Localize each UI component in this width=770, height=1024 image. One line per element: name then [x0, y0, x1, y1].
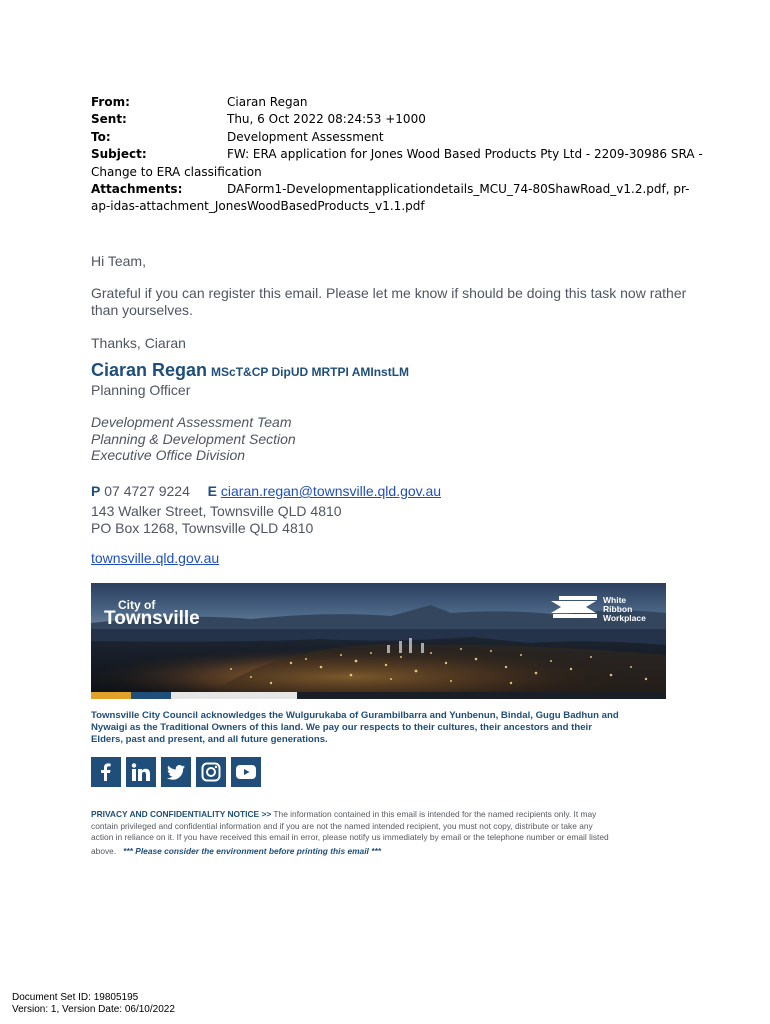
subject-row	[91, 146, 703, 163]
signature-role: Planning Officer	[91, 382, 191, 398]
from-label: From:	[91, 95, 130, 109]
email-header	[91, 94, 703, 216]
ack-line-1: Townsville City Council acknowledges the Wulgurukaba of Gurambilbarra and Yunbenun, Bindal, Gugu Badhun and	[91, 710, 619, 721]
closing: Thanks, Ciaran	[91, 335, 186, 351]
colour-strip	[91, 692, 666, 699]
logo-city-of: City of	[118, 598, 156, 612]
svg-text:White: White	[603, 595, 627, 605]
to-value: Development Assessment	[227, 129, 384, 144]
attachments-value-cont[interactable]: ap-idas-attachment_JonesWoodBasedProducts_v1.1.pdf	[91, 199, 425, 214]
phone-label: P	[91, 483, 101, 499]
signature-qualifications: MScT&CP DipUD MRTPI AMInstLM	[211, 365, 410, 379]
ack-line-3: Elders, past and present, and all future generations.	[91, 734, 328, 745]
notice-line-2: contain privileged and confidential information and if you are not the named intended recipient, you must not copy, distribute or take any	[91, 820, 593, 831]
subject-label: Subject:	[91, 147, 147, 162]
signature-division: Executive Office Division	[91, 447, 246, 463]
attachments-label: Attachments:	[91, 181, 183, 196]
logo-townsville: Townsville	[104, 608, 200, 629]
phone-number[interactable]: 07 4727 9224	[104, 483, 190, 499]
linkedin-icon[interactable]	[126, 757, 156, 787]
email-label: E	[207, 483, 217, 499]
townsville-banner[interactable]	[91, 583, 666, 693]
youtube-icon[interactable]	[231, 757, 261, 787]
acknowledgement-of-country	[91, 710, 671, 746]
document-set-id: Document Set ID: 19805195	[12, 992, 139, 1003]
sent-value: Thu, 6 Oct 2022 08:24:53 +1000	[227, 112, 426, 127]
facebook-icon[interactable]	[91, 757, 121, 787]
signature-section: Planning & Development Section	[91, 430, 296, 447]
document-footer	[12, 992, 175, 1017]
notice-text-1: The information contained in this email is intended for the named recipients only. It may	[271, 809, 597, 819]
sent-row	[91, 111, 691, 128]
social-links	[91, 757, 261, 787]
to-label: To:	[91, 129, 111, 144]
from-value: Ciaran Regan	[227, 95, 308, 109]
attachments-value[interactable]: DAForm1-Developmentapplicationdetails_MCU_74-80ShawRoad_v1.2.pdf, pr-	[227, 181, 690, 196]
greeting: Hi Team,	[91, 253, 146, 269]
website-line	[91, 550, 219, 566]
from-row	[91, 94, 691, 111]
instagram-icon[interactable]	[196, 757, 226, 787]
version-info: Version: 1, Version Date: 06/10/2022	[12, 1004, 175, 1016]
signature-name: Ciaran Regan	[91, 360, 208, 380]
attachments-row	[91, 181, 691, 198]
email-link[interactable]: ciaran.regan@townsville.qld.gov.au	[220, 483, 442, 499]
notice-line-3: action in reliance on it. If you have received this email in error, please notify us immediately by email or the telephone number or email listed	[91, 832, 609, 843]
message-line-1: Grateful if you can register this email. Please let me know if should be doing this task now rather	[91, 285, 687, 301]
city-night-photo	[91, 583, 666, 693]
ack-line-2: Nywaigi as the Traditional Owners of this land. We pay our respects to their cultures, their ancestors and their	[91, 722, 592, 733]
notice-heading: PRIVACY AND CONFIDENTIALITY NOTICE >>	[91, 809, 272, 819]
signature-organisation	[91, 414, 296, 464]
banner-colour-strip	[91, 686, 666, 693]
website-link[interactable]: townsville.qld.gov.au	[91, 550, 220, 566]
message-paragraph	[91, 285, 691, 318]
notice-line-1	[91, 809, 681, 821]
notice-line-4	[91, 846, 681, 858]
street-address: 143 Walker Street, Townsville QLD 4810	[91, 503, 342, 519]
svg-text:Workplace: Workplace	[603, 613, 646, 623]
to-row	[91, 129, 691, 146]
svg-text:Ribbon: Ribbon	[603, 604, 633, 614]
environment-note: *** Please consider the environment before printing this email ***	[123, 846, 381, 857]
notice-text-4: above.	[91, 846, 117, 857]
message-line-2: than yourselves.	[91, 301, 193, 318]
sent-label: Sent:	[91, 112, 127, 127]
signature-name-line	[91, 360, 409, 381]
signature-team: Development Assessment Team	[91, 414, 292, 430]
twitter-icon[interactable]	[161, 757, 191, 787]
postal-address: PO Box 1268, Townsville QLD 4810	[91, 519, 314, 536]
contact-line	[91, 483, 441, 499]
address-block	[91, 503, 342, 536]
subject-value: FW: ERA application for Jones Wood Based Products Pty Ltd - 2209-30986 SRA -	[227, 147, 703, 162]
privacy-notice	[91, 809, 681, 858]
subject-value-cont: Change to ERA classification	[91, 164, 262, 179]
